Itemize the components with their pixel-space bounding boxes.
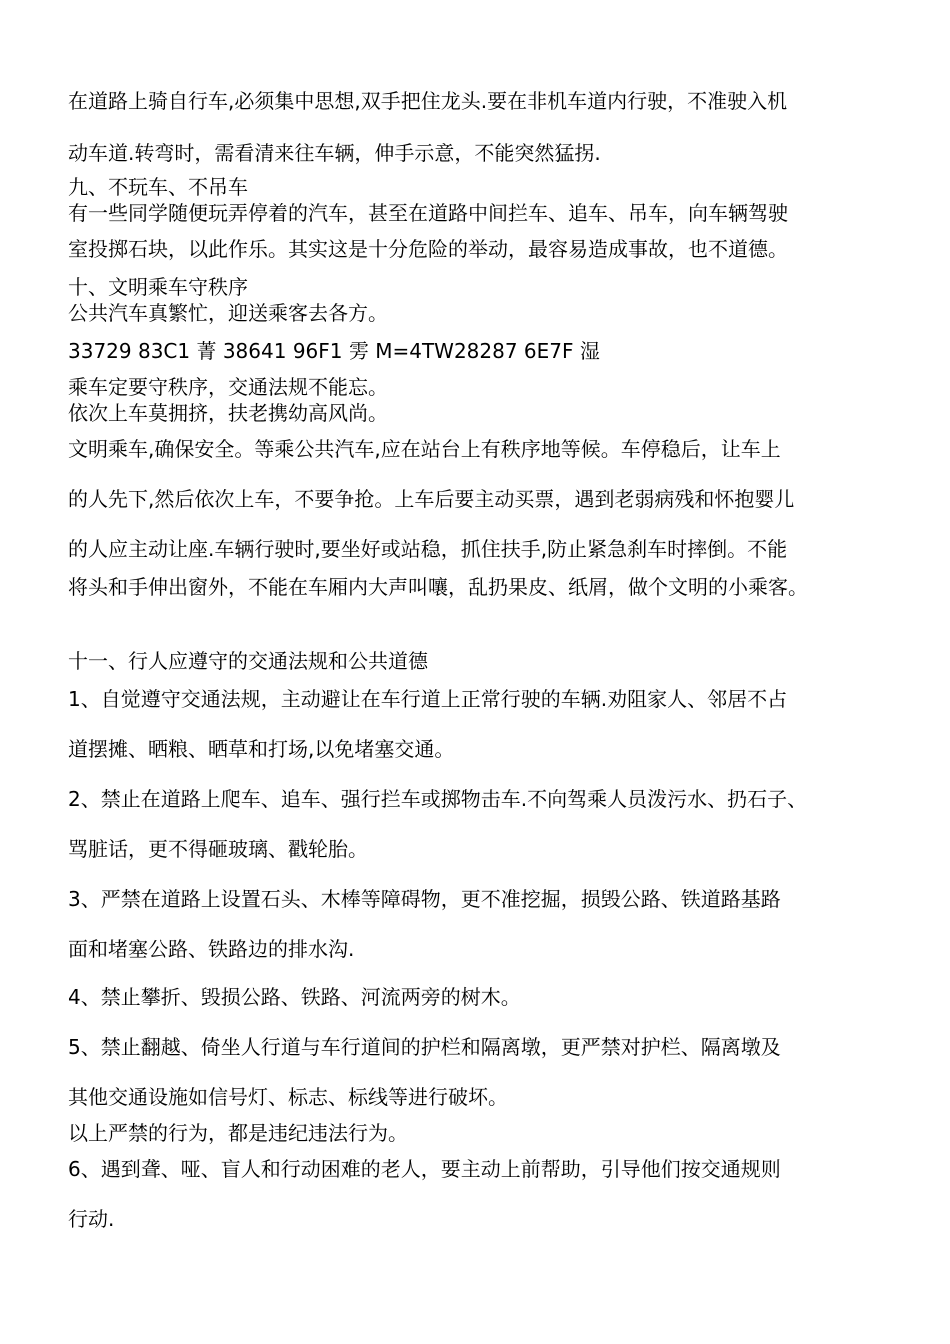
text-line: 6、遇到聋、哑、盲人和行动困难的老人，要主动上前帮助，引导他们按交通规则	[68, 1157, 781, 1181]
text-line: 道摆摊、晒粮、晒草和打场,以免堵塞交通。	[68, 737, 455, 761]
text-line: 以上严禁的行为，都是违纪违法行为。	[68, 1121, 408, 1145]
text-line: 1、自觉遵守交通法规，主动避让在车行道上正常行驶的车辆.劝阻家人、邻居不占	[68, 687, 788, 711]
text-line: 3、严禁在道路上设置石头、木棒等障碍物，更不准挖掘，损毁公路、铁道路基路	[68, 887, 781, 911]
text-line: 5、禁止翻越、倚坐人行道与车行道间的护栏和隔离墩，更严禁对护栏、隔离墩及	[68, 1035, 781, 1059]
text-line: 面和堵塞公路、铁路边的排水沟.	[68, 937, 355, 961]
text-line: 其他交通设施如信号灯、标志、标线等进行破坏。	[68, 1085, 508, 1109]
text-line: 依次上车莫拥挤，扶老携幼高风尚。	[68, 401, 388, 425]
section-heading: 十、文明乘车守秩序	[68, 275, 248, 299]
text-line: 将头和手伸出窗外，不能在车厢内大声叫嚷，乱扔果皮、纸屑，做个文明的小乘客。	[68, 575, 808, 599]
text-line: 文明乘车,确保安全。等乘公共汽车,应在站台上有秩序地等候。车停稳后，让车上	[68, 437, 781, 461]
text-line: 乘车定要守秩序，交通法规不能忘。	[68, 375, 388, 399]
text-line: 行动.	[68, 1207, 115, 1231]
text-line: 公共汽车真繁忙，迎送乘客去各方。	[68, 301, 388, 325]
text-line: 33729 83C1 菁 38641 96F1 雱 M=4TW28287 6E7F 湿	[68, 339, 600, 363]
text-line: 2、禁止在道路上爬车、追车、强行拦车或掷物击车.不向驾乘人员泼污水、扔石子、	[68, 787, 808, 811]
text-line: 骂脏话，更不得砸玻璃、戳轮胎。	[68, 837, 368, 861]
section-heading: 十一、行人应遵守的交通法规和公共道德	[68, 649, 428, 673]
text-line: 动车道.转弯时，需看清来往车辆，伸手示意，不能突然猛拐.	[68, 141, 601, 165]
text-line: 室投掷石块，以此作乐。其实这是十分危险的举动，最容易造成事故，也不道德。	[68, 237, 788, 261]
text-line: 有一些同学随便玩弄停着的汽车，甚至在道路中间拦车、追车、吊车，向车辆驾驶	[68, 201, 788, 225]
section-heading: 九、不玩车、不吊车	[68, 175, 248, 199]
text-line: 的人应主动让座.车辆行驶时,要坐好或站稳，抓住扶手,防止紧急刹车时摔倒。不能	[68, 537, 788, 561]
text-line: 在道路上骑自行车,必须集中思想,双手把住龙头.要在非机车道内行驶，不准驶入机	[68, 89, 788, 113]
text-line: 的人先下,然后依次上车，不要争抢。上车后要主动买票，遇到老弱病残和怀抱婴儿	[68, 487, 795, 511]
text-line: 4、禁止攀折、毁损公路、铁路、河流两旁的树木。	[68, 985, 521, 1009]
